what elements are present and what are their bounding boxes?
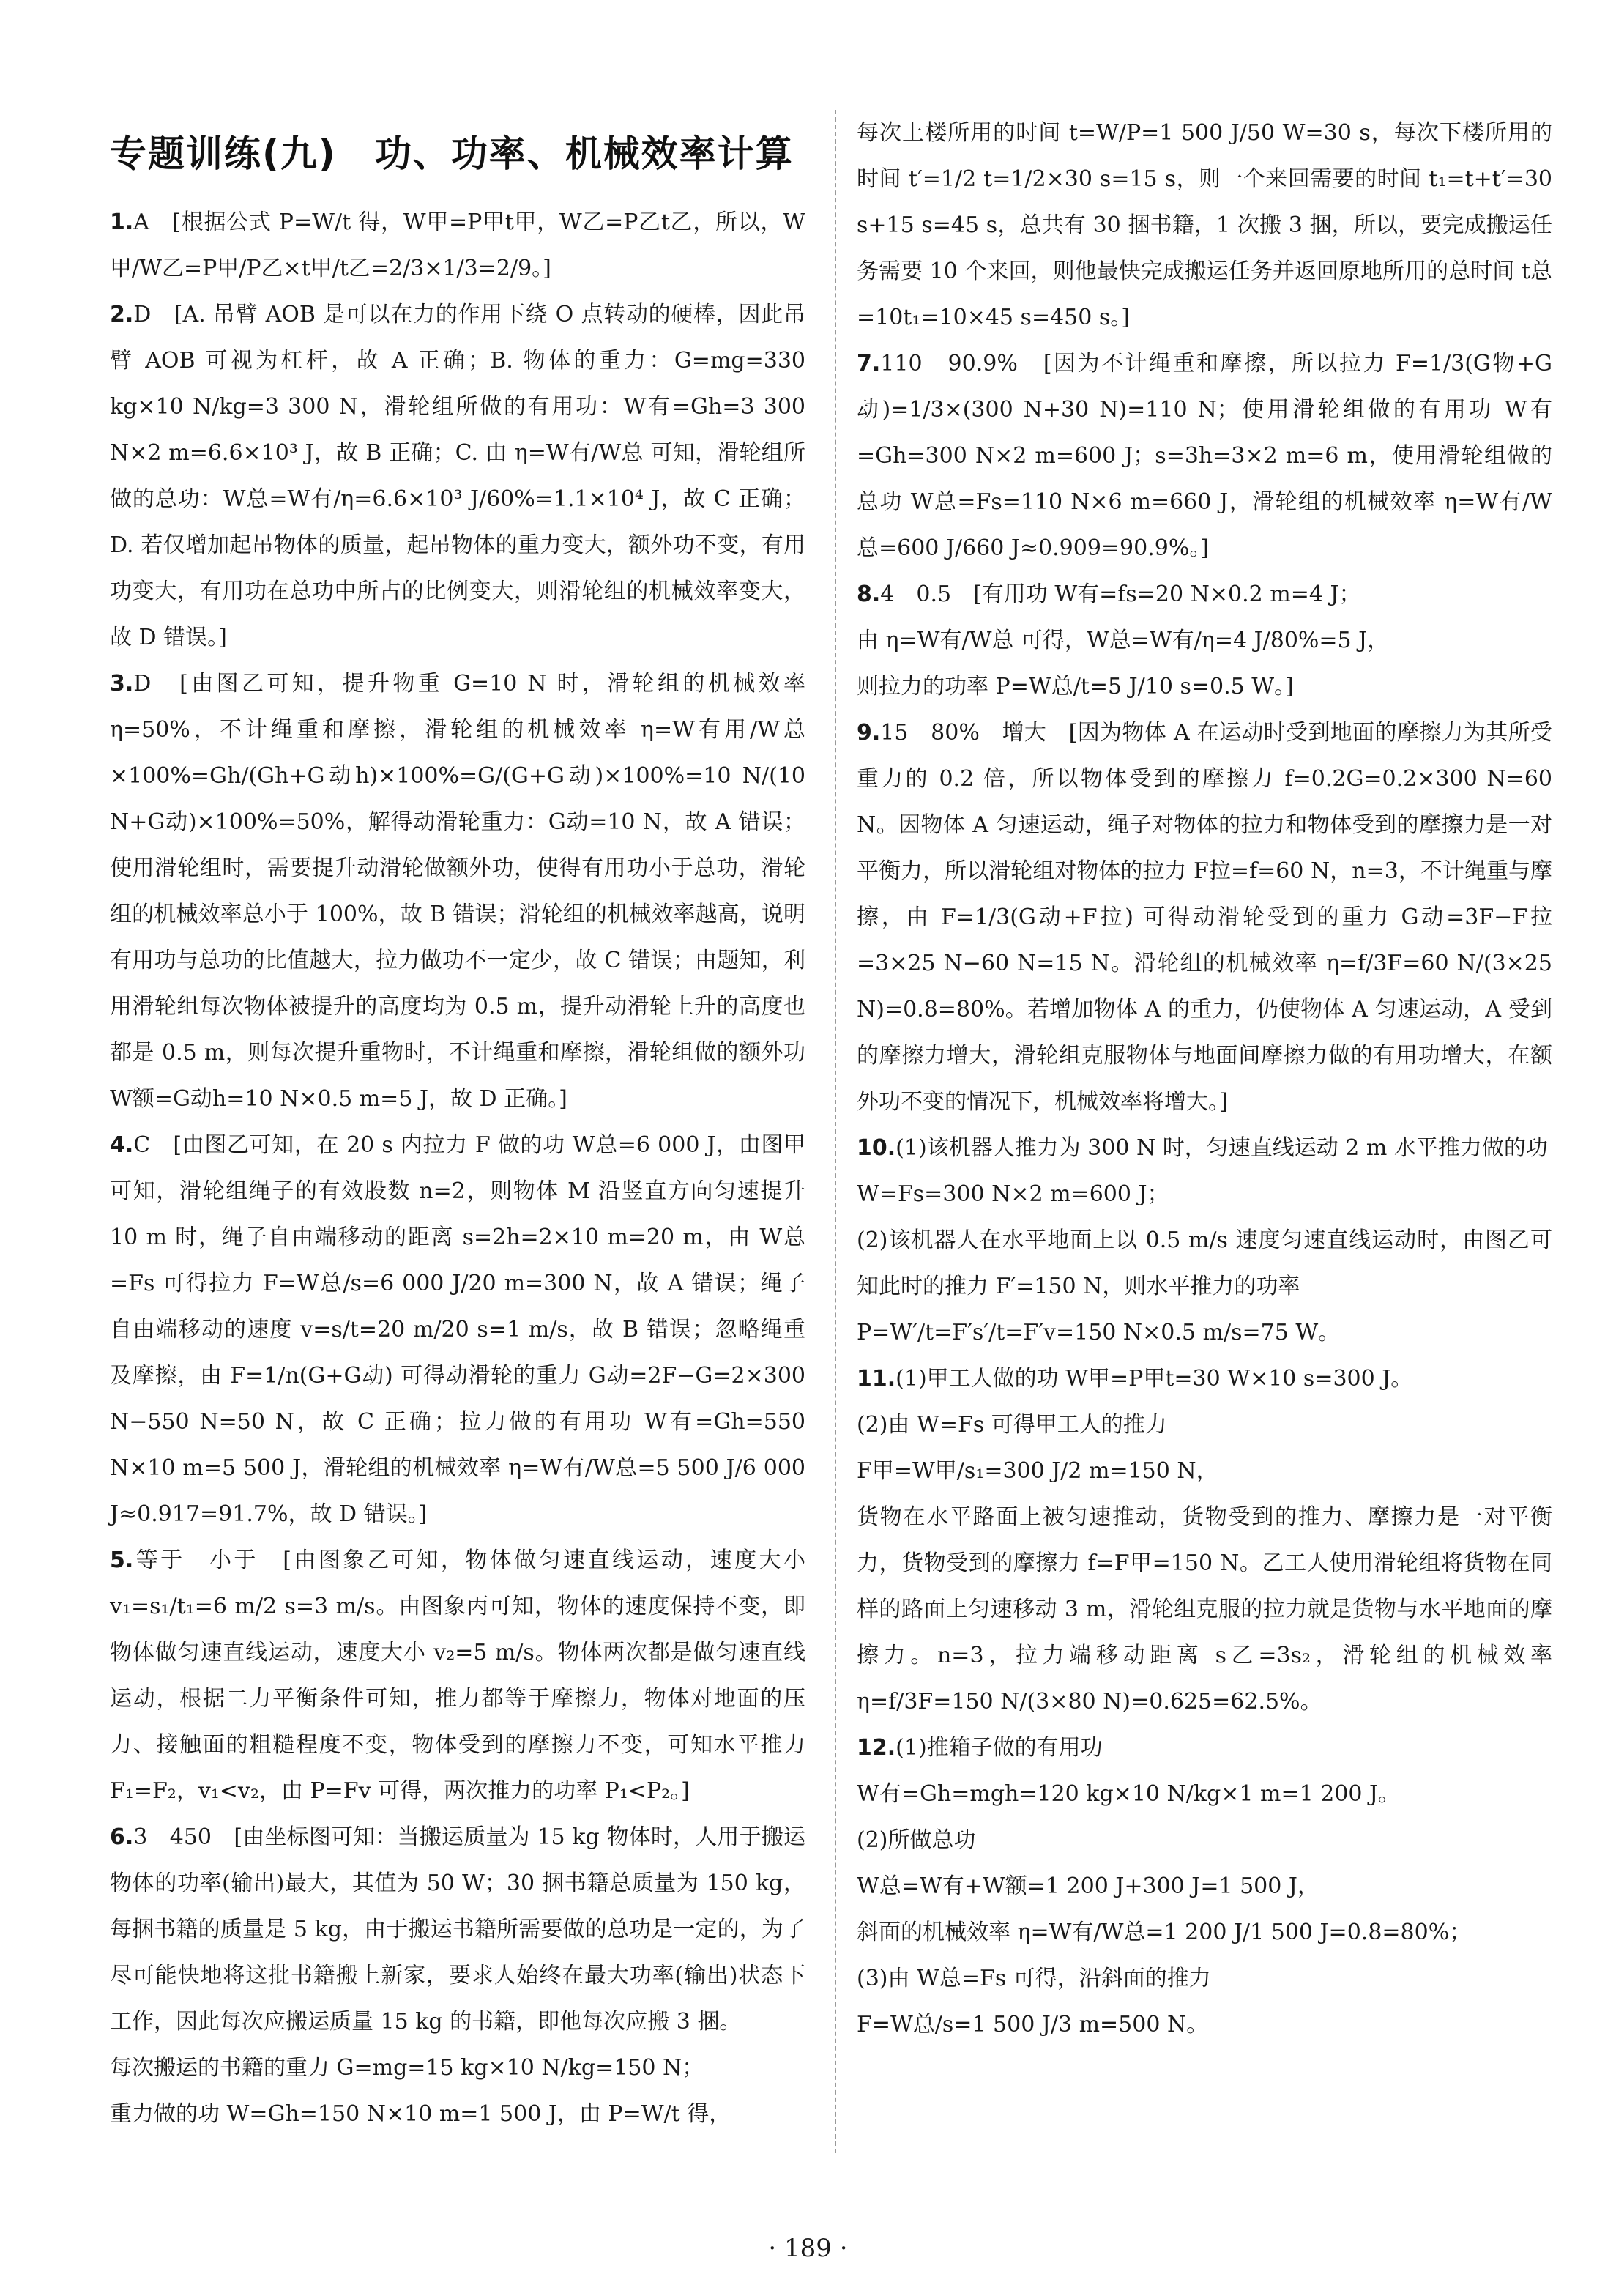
answer-number: 1. <box>110 209 134 235</box>
answer-number: 9. <box>857 720 881 746</box>
answer-item <box>857 1725 1552 2048</box>
answer-text: (1)推箱子做的有用功 W有=Gh=mgh=120 kg×10 N/kg×1 m=1 200 J。 (2)所做总功 W总=W有+W额=1 200 J+300 J=1 500 J， 斜面的机械效率 η=W有/W总=1 200 J/1 500 J=0.8=80%； (3)由 W总=Fs 可得，沿斜面的推力 F=W总/s=1 500 J/3 m=500 N。 <box>857 1735 1472 2037</box>
answer-number: 3. <box>110 671 134 696</box>
answer-text: 4 0.5 [有用功 W有=fs=20 N×0.2 m=4 J； 由 η=W有/W总 可得，W总=W有/η=4 J/80%=5 J， 则拉力的功率 P=W总/t=5 J/10 s=0.5 W。] <box>857 582 1390 699</box>
answer-text: 15 80% 增大 [因为物体 A 在运动时受到地面的摩擦力为其所受重力的 0.2 倍，所以物体受到的摩擦力 f=0.2G=0.2×300 N=60 N。因物体 A 匀速运动，绳子对物体的拉力和物体受到的摩擦力是一对平衡力，所以滑轮组对物体的拉力 F拉=f=60 N，n=3，不计绳重与摩擦，由 F=1/3(G动+F拉) 可得动滑轮受到的重力 G动=3F−F拉=3×25 N−60 N=15 N。滑轮组的机械效率 η=f/3F=60 N/(3×25 N)=0.8=80%。若增加物体 A 的重力，仍使物体 A 匀速运动，A 受到的摩擦力增大，滑轮组克服物体与地面间摩擦力做的有用功增大，在额外功不变的情况下，机械效率将增大。] <box>857 720 1560 1115</box>
answer-list-left <box>110 199 813 2137</box>
answer-text: (1)甲工人做的功 W甲=P甲t=30 W×10 s=300 J。 (2)由 W=Fs 可得甲工人的推力 F甲=W甲/s₁=300 J/2 m=150 N， 货物在水平路面上被匀速推动，货物受到的推力、摩擦力是一对平衡力，货物受到的摩擦力 f=F甲=150 N。乙工人使用滑轮组将货物在同样的路面上匀速移动 3 m，滑轮组克服的拉力就是货物与水平地面的摩擦力。n=3，拉力端移动距离 s乙=3s₂，滑轮组的机械效率 η=f/3F=150 N/(3×80 N)=0.625=62.5%。 <box>857 1366 1552 1714</box>
answer-item <box>857 1125 1552 1356</box>
answer-text: C [由图乙可知，在 20 s 内拉力 F 做的功 W总=6 000 J，由图甲可知，滑轮组绳子的有效股数 n=2，则物体 M 沿竖直方向匀速提升 10 m 时，绳子自由端移动的距离 s=2h=2×10 m=20 m，由 W总=Fs 可得拉力 F=W总/s=6 000 J/20 m=300 N，故 A 错误；绳子自由端移动的速度 v=s/t=20 m/20 s=1 m/s，故 B 错误；忽略绳重及摩擦，由 F=1/n(G+G动) 可得动滑轮的重力 G动=2F−G=2×300 N−550 N=50 N，故 C 正确；拉力做的有用功 W有=Gh=550 N×10 m=5 500 J，滑轮组的机械效率 η=W有/W总=5 500 J/6 000 J≈0.917=91.7%，故 D 错误。] <box>110 1132 813 1527</box>
answer-text: A [根据公式 P=W/t 得，W甲=P甲t甲，W乙=P乙t乙，所以，W甲/W乙=P甲/P乙×t甲/t乙=2/3×1/3=2/9。] <box>110 209 805 281</box>
answer-text: 110 90.9% [因为不计绳重和摩擦，所以拉力 F=1/3(G物+G动)=1/3×(300 N+30 N)=110 N；使用滑轮组做的有用功 W有=Gh=300 N×2 m=600 J；s=3h=3×2 m=6 m，使用滑轮组做的总功 W总=Fs=110 N×6 m=660 J，滑轮组的机械效率 η=W有/W总=600 J/660 J≈0.909=90.9%。] <box>857 351 1552 561</box>
answer-item <box>857 1356 1552 1725</box>
answer-text: (1)该机器人推力为 300 N 时，匀速直线运动 2 m 水平推力做的功 W=Fs=300 N×2 m=600 J； (2)该机器人在水平地面上以 0.5 m/s 速度匀速直线运动时，由图乙可知此时的推力 F′=150 N，则水平推力的功率 P=W′/t=F′s′/t=F′v=150 N×0.5 m/s=75 W。 <box>857 1135 1552 1345</box>
answer-item <box>110 661 813 1122</box>
answer-number: 5. <box>110 1548 134 1573</box>
answer-list-right <box>857 110 1560 2048</box>
answer-item <box>110 1537 813 1814</box>
answer-text: D [由图乙可知，提升物重 G=10 N 时，滑轮组的机械效率 η=50%，不计绳重和摩擦，滑轮组的机械效率 η=W有用/W总×100%=Gh/(Gh+G动h)×100%=G/(G+G动)×100%=10 N/(10 N+G动)×100%=50%，解得动滑轮重力：G动=10 N，故 A 错误；使用滑轮组时，需要提升动滑轮做额外功，使得有用功小于总功，滑轮组的机械效率总小于 100%，故 B 错误；滑轮组的机械效率越高，说明有用功与总功的比值越大，拉力做功不一定少，故 C 错误；由题知，利用滑轮组每次物体被提升的高度均为 0.5 m，提升动滑轮上升的高度也都是 0.5 m，则每次提升重物时，不计绳重和摩擦，滑轮组做的额外功 W额=G动h=10 N×0.5 m=5 J，故 D 正确。] <box>110 671 813 1112</box>
answer-text: 等于 小于 [由图象乙可知，物体做匀速直线运动，速度大小 v₁=s₁/t₁=6 m/2 s=3 m/s。由图象丙可知，物体的速度保持不变，即物体做匀速直线运动，速度大小 v₂=5 m/s。物体两次都是做匀速直线运动，根据二力平衡条件可知，推力都等于摩擦力，物体对地面的压力、接触面的粗糙程度不变，物体受到的摩擦力不变，可知水平推力 F₁=F₂，v₁<v₂，由 P=Fv 可得，两次推力的功率 P₁<P₂。] <box>110 1548 813 1804</box>
column-divider <box>835 110 836 2153</box>
answer-item <box>857 571 1552 710</box>
right-column <box>857 110 1560 2048</box>
answer-item <box>857 341 1552 571</box>
page-number: · 189 · <box>768 2234 848 2263</box>
answer-item <box>110 1814 805 2137</box>
page-title: 专题训练(九) 功、功率、机械效率计算 <box>110 133 794 175</box>
answer-text: 每次上楼所用的时间 t=W/P=1 500 J/50 W=30 s，每次下楼所用的时间 t′=1/2 t=1/2×30 s=15 s，则一个来回需要的时间 t₁=t+t′=30 s+15 s=45 s，总共有 30 捆书籍，1 次搬 3 捆，所以，要完成搬运任务需要 10 个来回，则他最快完成搬运任务并返回原地所用的总时间 t总=10t₁=10×45 s=450 s。] <box>857 120 1560 330</box>
answer-number: 4. <box>110 1132 134 1158</box>
answer-item <box>857 710 1560 1125</box>
answer-item <box>110 1122 813 1537</box>
answer-item <box>110 199 805 291</box>
answer-item <box>857 110 1560 341</box>
left-column <box>110 110 813 2137</box>
answer-item <box>110 291 813 661</box>
answer-number: 12. <box>857 1735 896 1761</box>
answer-number: 7. <box>857 351 881 376</box>
answer-text: 3 450 [由坐标图可知：当搬运质量为 15 kg 物体时，人用于搬运物体的功率(输出)最大，其值为 50 W；30 捆书籍总质量为 150 kg，每捆书籍的质量是 5 kg，由于搬运书籍所需要做的总功是一定的，为了尽可能快地将这批书籍搬上新家，要求人始终在最大功率(输出)状态下工作，因此每次应搬运质量 15 kg 的书籍，即他每次应搬 3 捆。 每次搬运的书籍的重力 G=mg=15 kg×10 N/kg=150 N； 重力做的功 W=Gh=150 N×10 m=1 500 J，由 P=W/t 得， <box>110 1824 805 2127</box>
answer-number: 8. <box>857 582 881 607</box>
answer-text: D [A. 吊臂 AOB 是可以在力的作用下绕 O 点转动的硬棒，因此吊臂 AOB 可视为杠杆，故 A 正确；B. 物体的重力：G=mg=330 kg×10 N/kg=3 300 N，滑轮组所做的有用功：W有=Gh=3 300 N×2 m=6.6×10³ J，故 B 正确；C. 由 η=W有/W总 可知，滑轮组所做的总功：W总=W有/η=6.6×10³ J/60%=1.1×10⁴ J，故 C 正确；D. 若仅增加起吊物体的质量，起吊物体的重力变大，额外功不变，有用功变大，有用功在总功中所占的比例变大，则滑轮组的机械效率变大，故 D 错误。] <box>110 302 813 650</box>
answer-number: 11. <box>857 1366 896 1392</box>
answer-number: 6. <box>110 1824 134 1850</box>
answer-number: 2. <box>110 302 134 327</box>
answer-number: 10. <box>857 1135 896 1161</box>
